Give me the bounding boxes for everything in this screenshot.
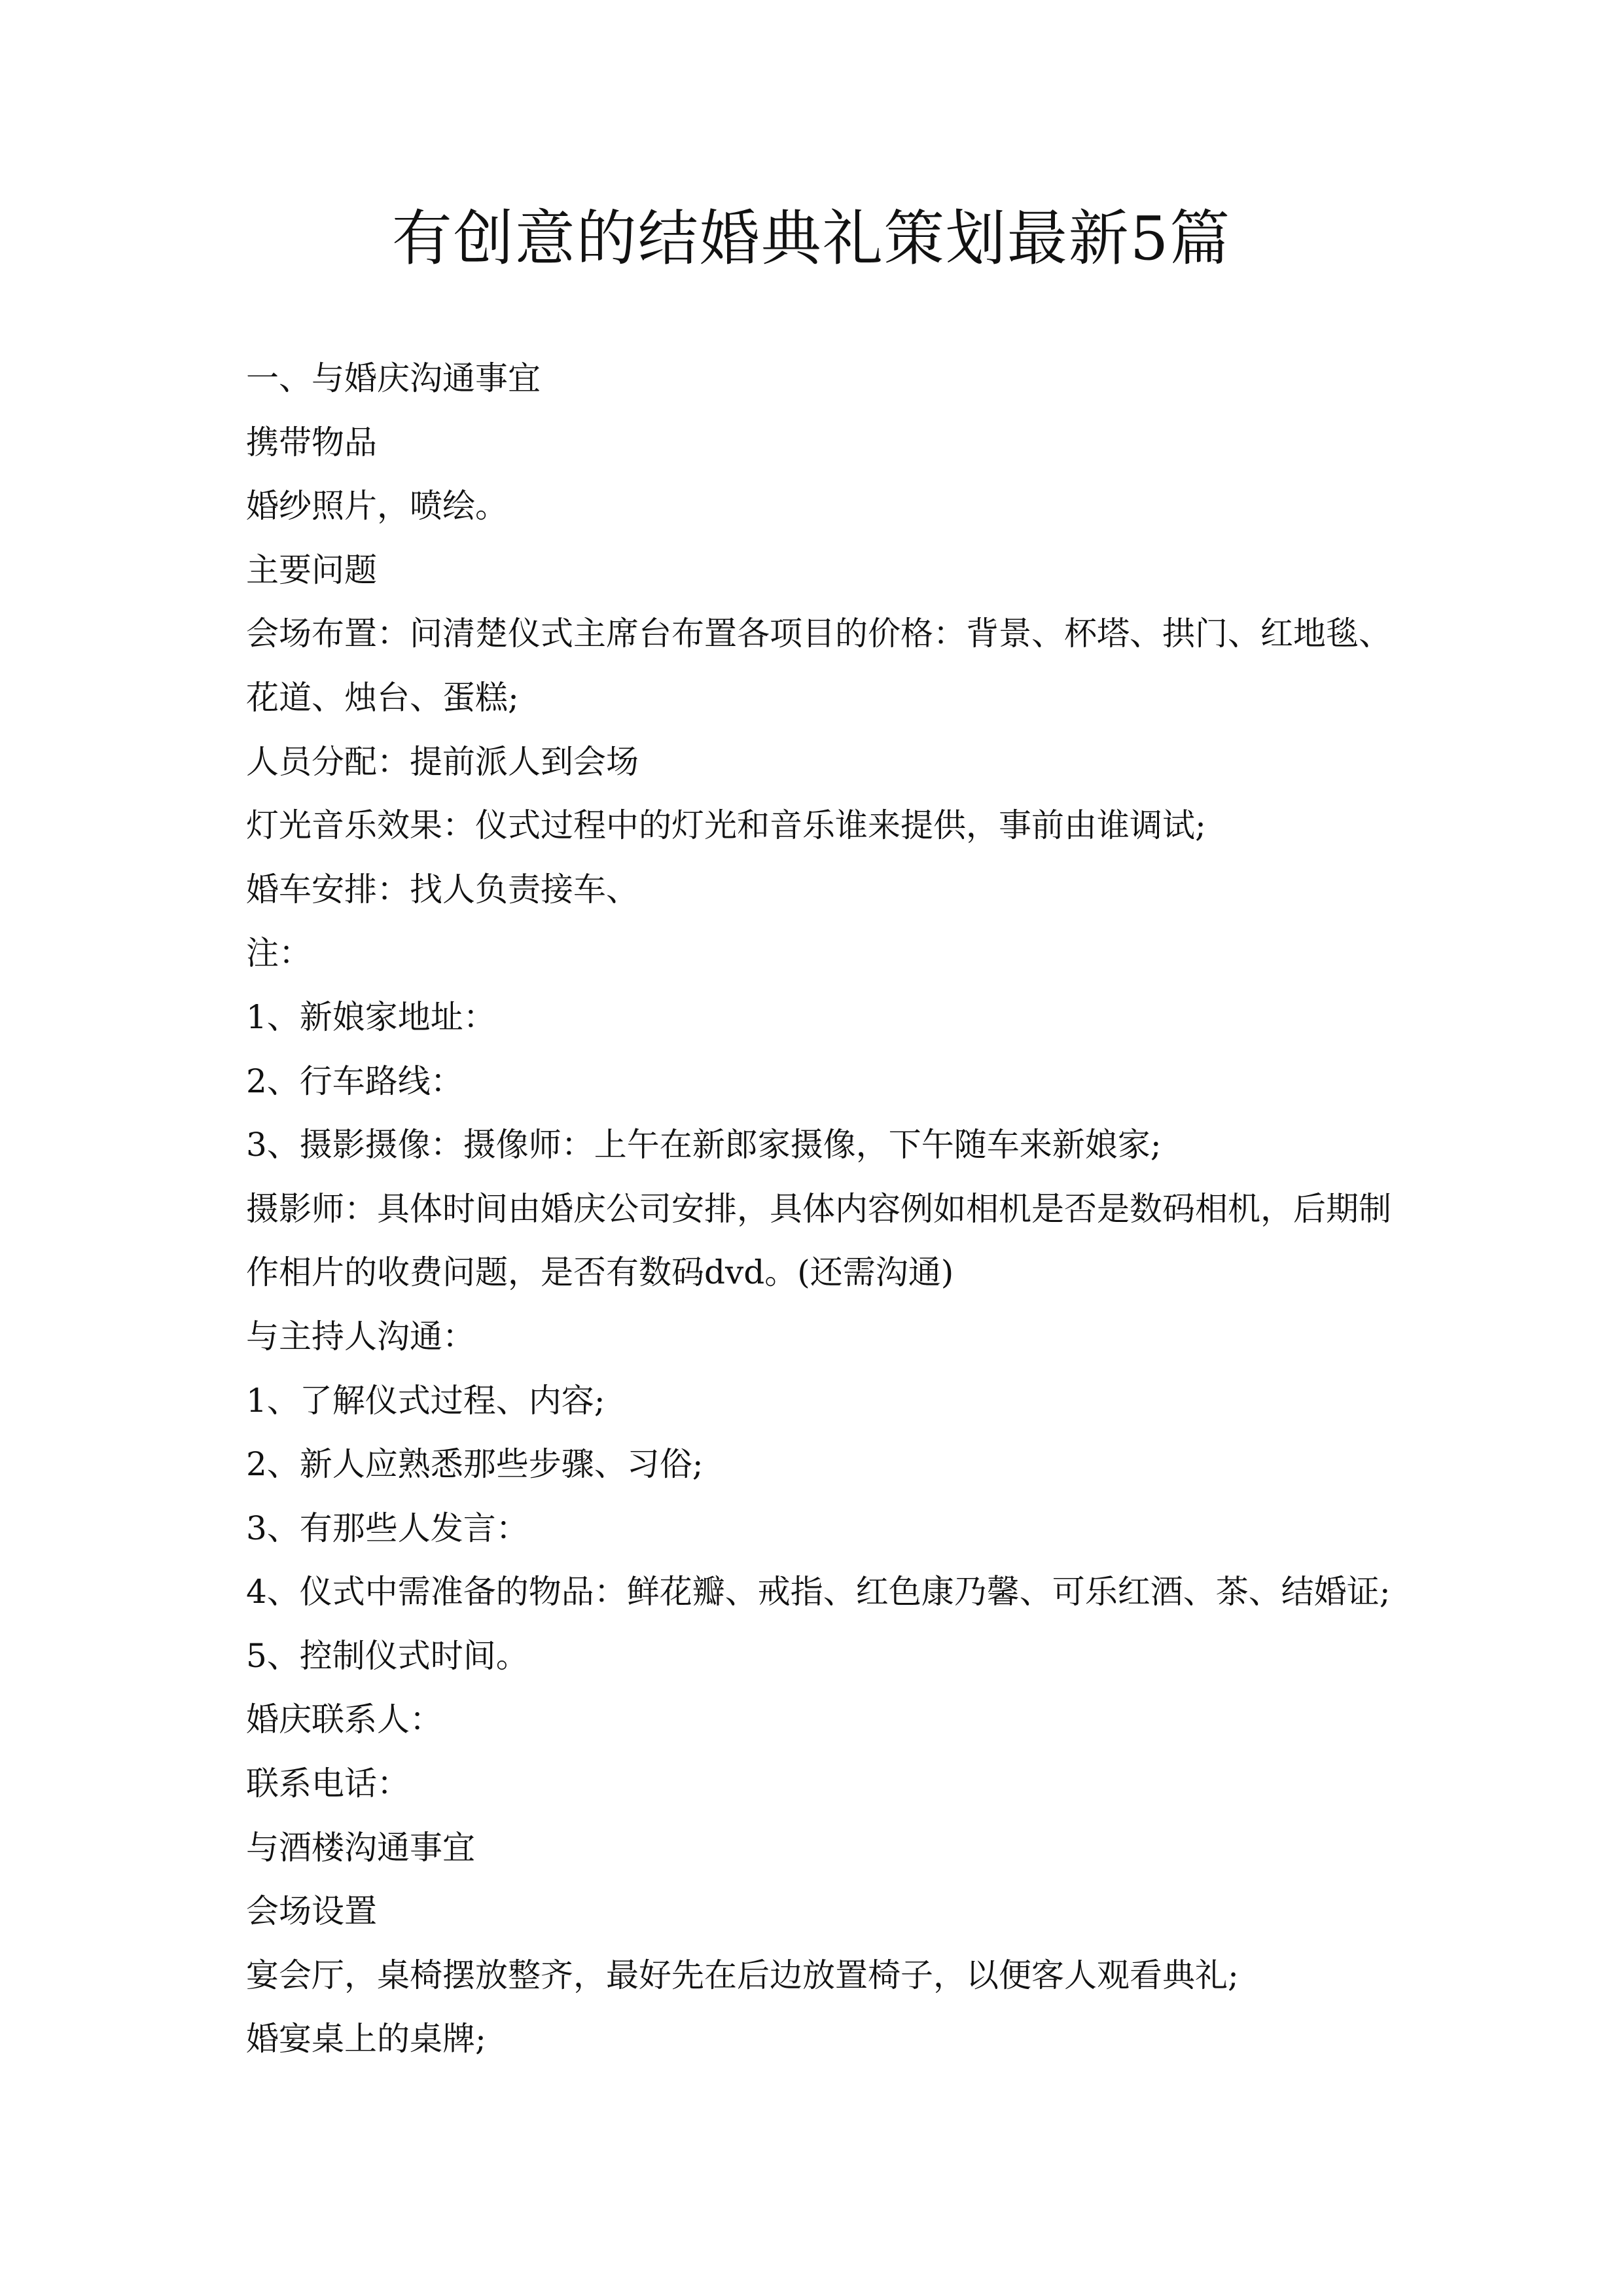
text-line: 会场布置：问清楚仪式主席台布置各项目的价格：背景、杯塔、拱门、红地毯、: [246, 615, 1391, 653]
text-line: 注：: [246, 934, 312, 973]
text-line: 联系电话：: [246, 1765, 410, 1803]
text-line: 灯光音乐效果：仪式过程中的灯光和音乐谁来提供，事前由谁调试;: [246, 806, 1206, 845]
text-line: 1、了解仪式过程、内容;: [246, 1381, 605, 1420]
text-line: 3、有那些人发言：: [246, 1509, 529, 1547]
text-line: 花道、烛台、蛋糕;: [246, 678, 519, 717]
text-line: 2、行车路线：: [246, 1062, 463, 1100]
text-line: 1、新娘家地址：: [246, 997, 496, 1036]
text-line: 5、控制仪式时间。: [246, 1636, 529, 1675]
text-line: 3、摄影摄像：摄像师：上午在新郎家摄像，下午随车来新娘家;: [246, 1126, 1162, 1164]
text-line: 与酒楼沟通事宜: [246, 1828, 475, 1867]
document-title: 有创意的结婚典礼策划最新5篇: [391, 204, 1232, 274]
text-line: 婚庆联系人：: [246, 1700, 442, 1739]
text-line: 宴会厅，桌椅摆放整齐，最好先在后边放置椅子，以便客人观看典礼;: [246, 1956, 1239, 1994]
text-line: 携带物品: [246, 423, 377, 461]
text-line: 与主持人沟通：: [246, 1317, 475, 1355]
text-line: 人员分配：提前派人到会场: [246, 742, 639, 781]
text-line: 摄影师：具体时间由婚庆公司安排，具体内容例如相机是否是数码相机，后期制: [246, 1189, 1391, 1228]
text-line: 4、仪式中需准备的物品：鲜花瓣、戒指、红色康乃馨、可乐红酒、茶、结婚证;: [246, 1573, 1391, 1611]
text-line: 2、新人应熟悉那些步骤、习俗;: [246, 1445, 704, 1484]
text-line: 会场设置: [246, 1892, 377, 1931]
text-line: 婚宴桌上的桌牌;: [246, 2020, 486, 2058]
text-line: 一、与婚庆沟通事宜: [246, 359, 541, 397]
text-line: 主要问题: [246, 550, 377, 589]
text-line: 婚纱照片，喷绘。: [246, 487, 508, 526]
text-line: 作相片的收费问题，是否有数码dvd。(还需沟通): [246, 1253, 954, 1292]
text-line: 婚车安排：找人负责接车、: [246, 870, 639, 908]
document-body: [246, 347, 1418, 2072]
